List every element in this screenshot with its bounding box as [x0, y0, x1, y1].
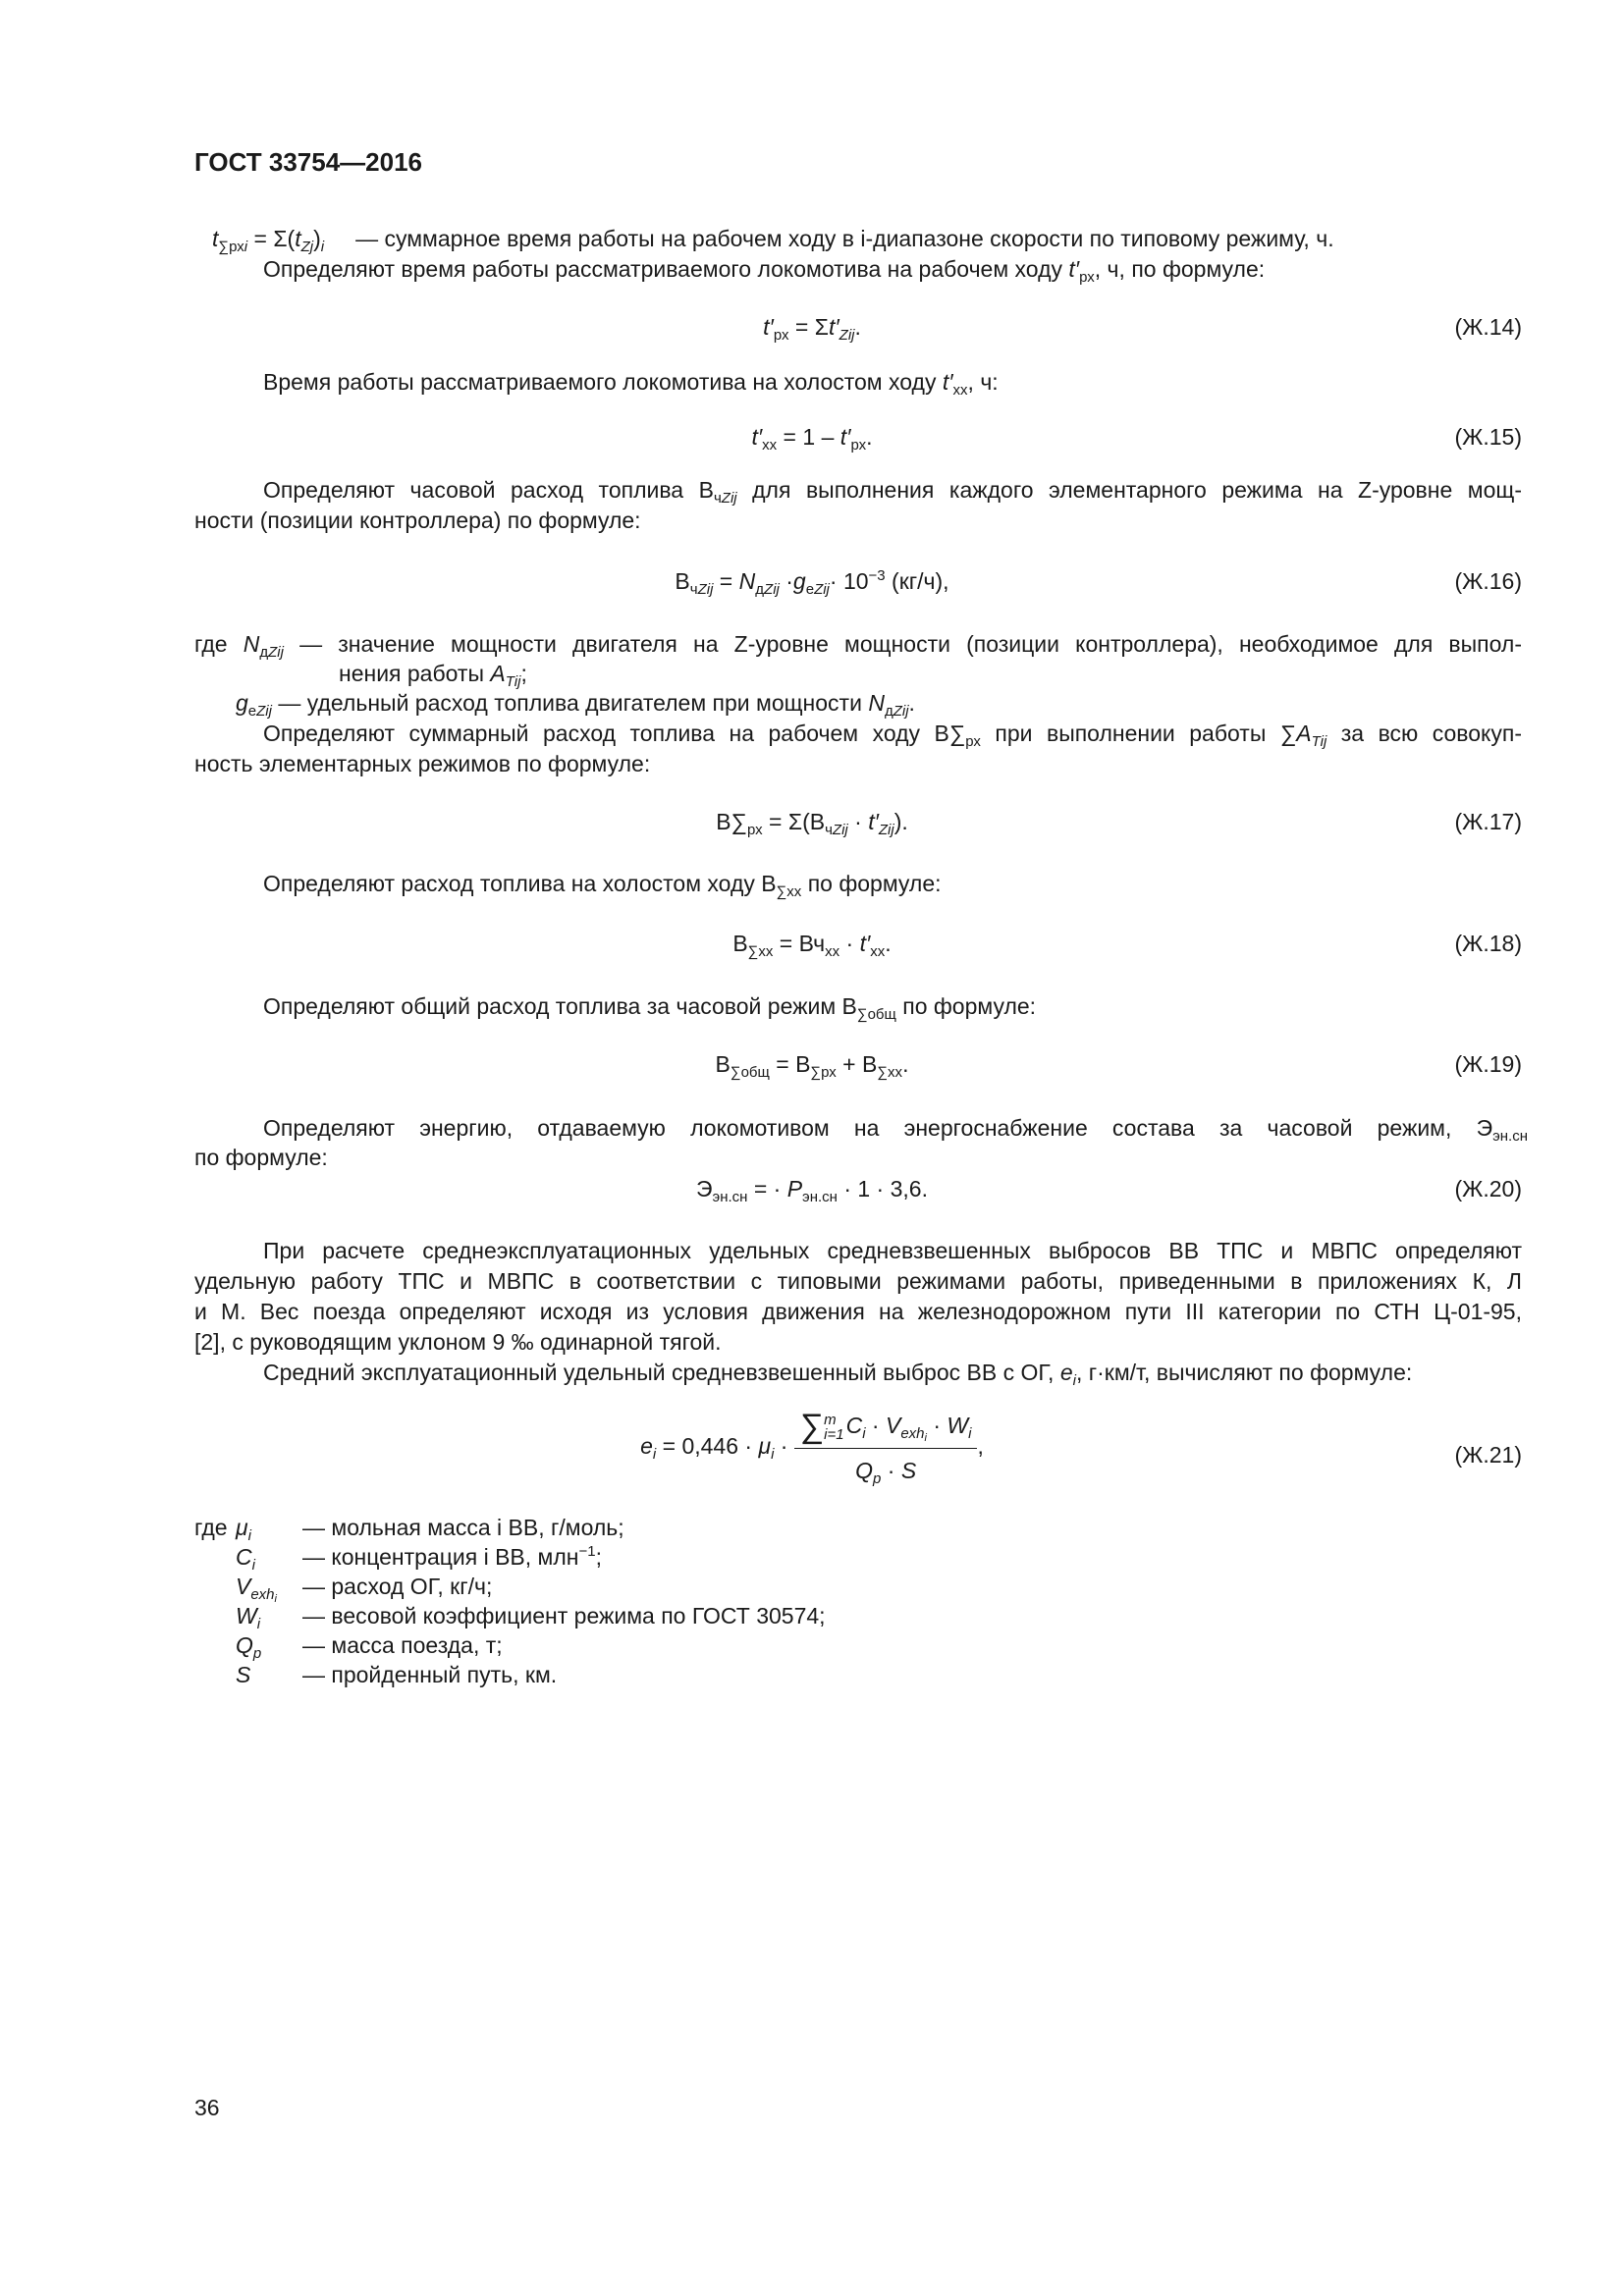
- legend-symbol: $V_{exh_i}$: [236, 1574, 277, 1605]
- legend-symbol: $C_i$: [236, 1544, 255, 1574]
- fraction: [794, 1406, 978, 1490]
- paragraph-line: [2], с руководящим уклоном 9 ‰ одинарной тягой.: [194, 1329, 722, 1355]
- text-line: по формуле:: [194, 1145, 328, 1170]
- text-line: ности (позиции контроллера) по формуле:: [194, 507, 641, 533]
- legend-symbol: $\mu_i$: [236, 1515, 251, 1544]
- equation-number: (Ж.20): [1454, 1176, 1522, 1201]
- legend-description: — мольная масса i ВВ, г/моль;: [302, 1515, 624, 1540]
- fraction-numerator: ∑m $i=1C_i \cdot V_{exh_i} \cdot W_i$: [794, 1406, 978, 1449]
- paragraph-line: Средний эксплуатационный удельный средневзвешенный выброс ВВ с ОГ, $e_i$, г·км/т, вычисляют по формуле:: [263, 1360, 1413, 1389]
- equation-number: (Ж.19): [1454, 1051, 1522, 1077]
- legend-symbol: $W_i$: [236, 1603, 261, 1632]
- equation-number: (Ж.17): [1454, 809, 1522, 834]
- document-header: ГОСТ 33754—2016: [194, 147, 422, 177]
- text-line: где $N_{дZij}$ — значение мощности двигателя на Z-уровне мощности (позиции контроллера), необходимое для выпол-: [194, 631, 1522, 661]
- formula-zh18: $В_{\sum хх} = Вч_{хх} \cdot t'_{хх}$.: [732, 931, 892, 960]
- equation-number: (Ж.16): [1454, 568, 1522, 594]
- legend-description: — расход ОГ, кг/ч;: [302, 1574, 493, 1599]
- fraction-denominator: $Q_p \cdot S$: [855, 1458, 917, 1487]
- formula-zh21: $e_i = 0,446 \cdot \mu_i$ · ∑m $i=1C_i \cdot V_{exh_i} \cdot W_i$ $Q_p \cdot S$ ,: [0, 1406, 1624, 1490]
- paragraph-line: и М. Вес поезда определяют исходя из условия движения на железнодорожном пути III категории по СТН Ц-01-95,: [194, 1299, 1522, 1324]
- legend-symbol: S: [236, 1662, 251, 1687]
- page-number: 36: [194, 2095, 220, 2120]
- text-line: Определяют суммарный расход топлива на рабочем ходу $В\sum_{рх}$ при выполнении работы $\sum A_{Tij}$ за всю совокуп-: [263, 721, 1522, 750]
- equation-number: (Ж.21): [1454, 1442, 1522, 1468]
- paragraph-line: удельную работу ТПС и МВПС в соответствии с типовыми режимами работы, приведенными в приложениях К, Л: [194, 1268, 1522, 1294]
- legend-description: — концентрация i ВВ, млн$^{-1}$;: [302, 1543, 602, 1570]
- paragraph-line: При расчете среднеэксплуатационных удельных средневзвешенных выбросов ВВ ТПС и МВПС определяют: [263, 1238, 1522, 1263]
- definition-t-sum: $t_{\sum рхi} = \Sigma(t_{Zj})_i$ — суммарное время работы на рабочем ходу в i-диапазоне скорости по типовому режиму, ч.: [212, 226, 1334, 255]
- formula-zh14: $t'_{рх} = \Sigma t'_{Zij}$.: [763, 314, 861, 344]
- formula-zh20: $Э_{эн.сн}$ = · $P_{эн.сн} \cdot 1 \cdot 3,6$.: [696, 1176, 928, 1205]
- legend-description: — масса поезда, т;: [302, 1632, 503, 1658]
- text-line: Определяют общий расход топлива за часовой режим $В_{\sum общ}$ по формуле:: [263, 993, 1037, 1023]
- equation-number: (Ж.15): [1454, 424, 1522, 450]
- text-line: Определяют энергию, отдаваемую локомотивом на энергоснабжение состава за часовой режим, $Э_{эн.сн}$: [263, 1115, 1528, 1145]
- equation-number: (Ж.18): [1454, 931, 1522, 956]
- text-line: $g_{eZij}$ — удельный расход топлива двигателем при мощности $N_{дZij}$.: [236, 690, 915, 720]
- text-line: нения работы $A_{Tij}$;: [339, 661, 527, 690]
- formula-zh19: $В_{\sum общ} = В_{\sum рх} + В_{\sum хх}$.: [715, 1051, 909, 1081]
- text-line: ность элементарных режимов по формуле:: [194, 751, 651, 776]
- text-line: Определяют время работы рассматриваемого локомотива на рабочем ходу $t'_{рх}$, ч, по формуле:: [263, 256, 1266, 286]
- formula-zh15: $t'_{хх} = 1 - t'_{рх}$.: [751, 424, 873, 454]
- formula-zh17: $В\sum_{рх} = \Sigma(В_{чZij} \cdot t'_{Zij})$.: [716, 809, 908, 838]
- legend-description: — пройденный путь, км.: [302, 1662, 558, 1687]
- text-line: Определяют расход топлива на холостом ходу $В_{\sum хх}$ по формуле:: [263, 871, 942, 900]
- legend-symbol: $Q_p$: [236, 1632, 262, 1662]
- legend-description: — весовой коэффициент режима по ГОСТ 30574;: [302, 1603, 826, 1629]
- text-line: Определяют часовой расход топлива $В_{чZij}$ для выполнения каждого элементарного режима на Z-уровне мощ-: [263, 477, 1522, 507]
- formula-zh16: $В_{чZij} = N_{дZij} \cdot g_{eZij}\cdot 10^{-3}$ (кг/ч),: [675, 567, 949, 598]
- equation-number: (Ж.14): [1454, 314, 1522, 340]
- legend-where: где: [194, 1515, 228, 1540]
- text-line: Время работы рассматриваемого локомотива на холостом ходу $t'_{хх}$, ч:: [263, 369, 999, 399]
